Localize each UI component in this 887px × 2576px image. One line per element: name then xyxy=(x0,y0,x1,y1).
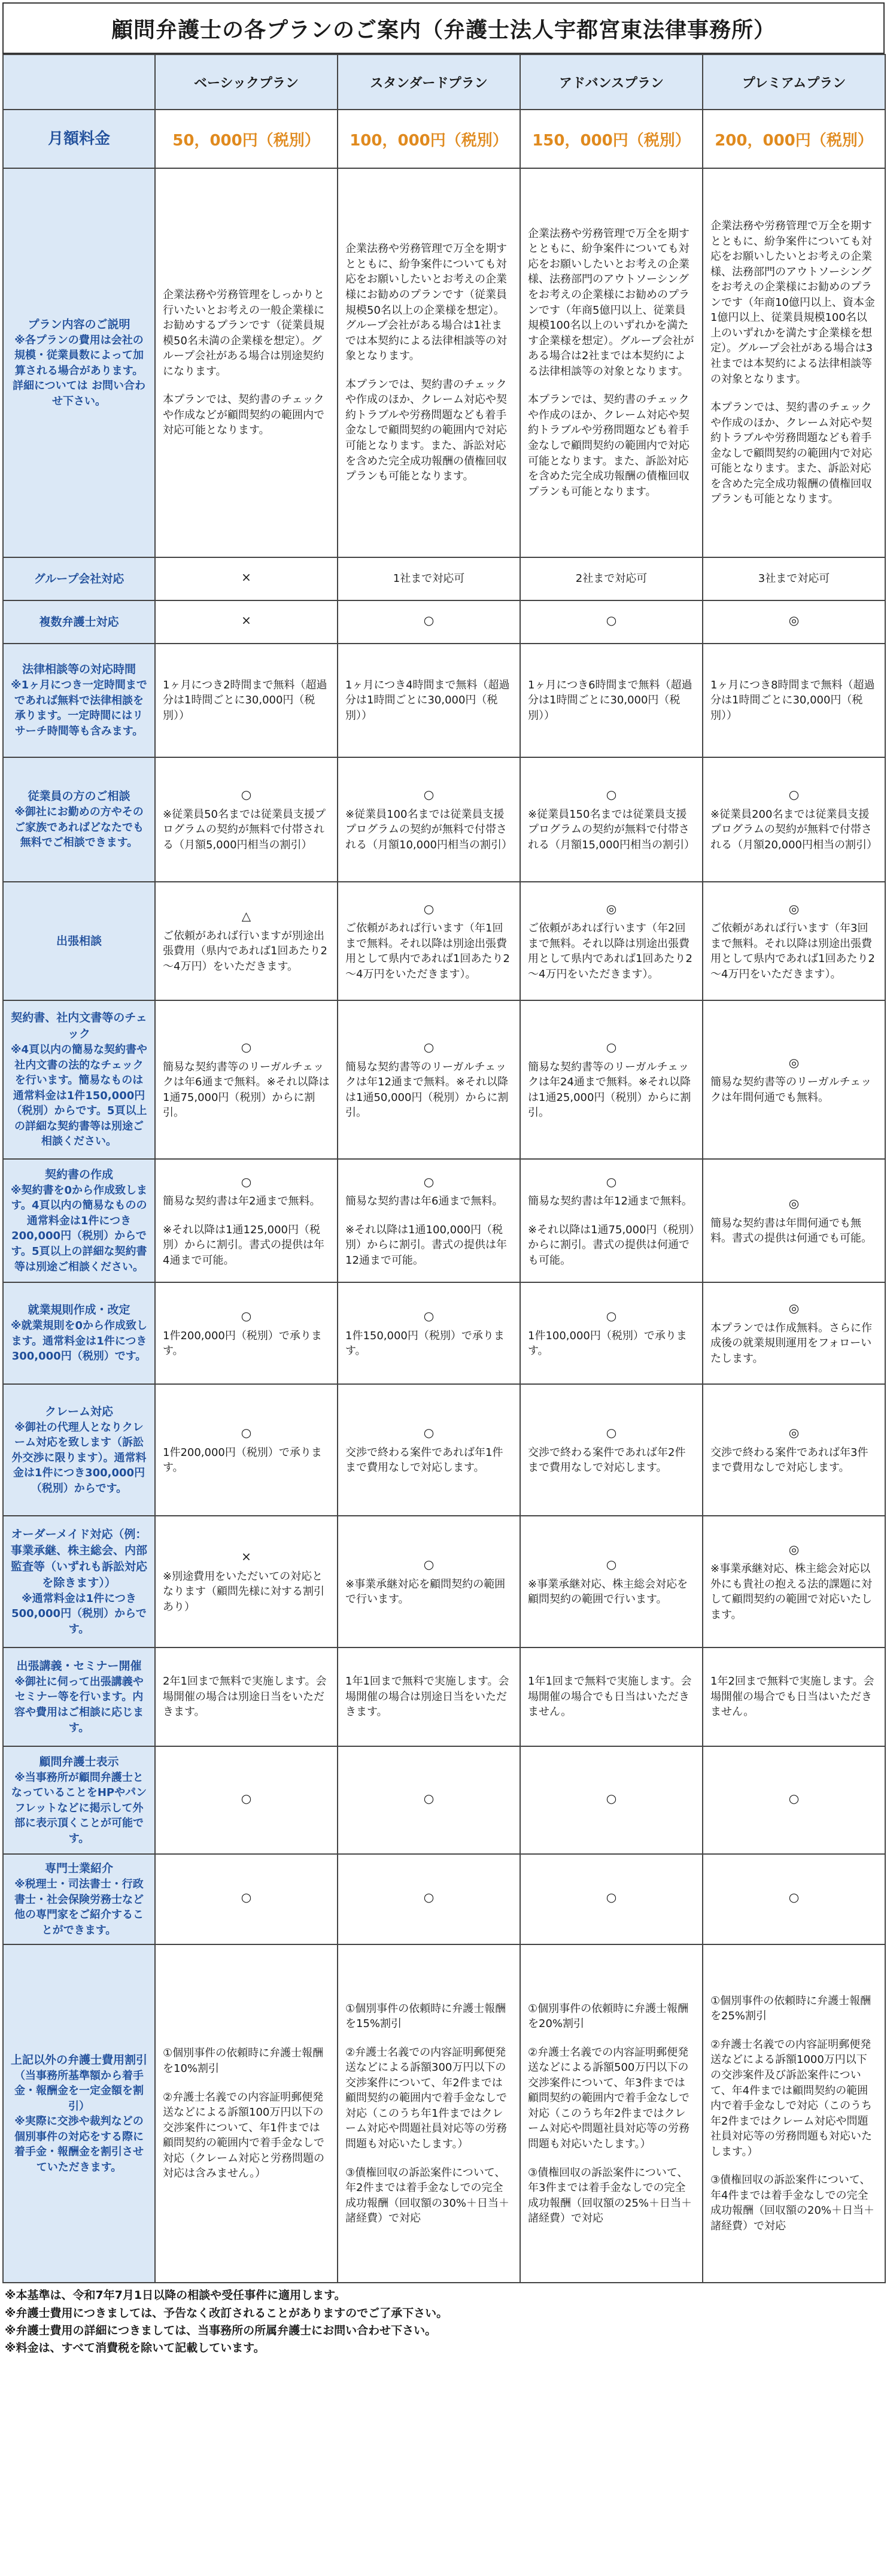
cell-premium xyxy=(703,600,885,644)
availability-mark: ○ xyxy=(423,612,435,627)
row-label xyxy=(3,557,155,600)
monthly-fee-standard: 100，000円（税別） xyxy=(338,110,520,168)
availability-mark: ○ xyxy=(241,787,252,802)
cell-premium xyxy=(703,1384,885,1516)
contract-drafting-row xyxy=(3,1159,885,1282)
cell-text: ①個別事件の依頼時に弁護士報酬を10%割引 xyxy=(163,2047,324,2076)
cell-premium xyxy=(703,1282,885,1384)
row-label-title: 複数弁護士対応 xyxy=(39,615,119,629)
footnotes xyxy=(2,2287,885,2357)
cell-premium xyxy=(703,757,885,882)
availability-mark: ○ xyxy=(423,787,435,802)
cell-text: ①個別事件の依頼時に弁護士報酬を25%割引 xyxy=(710,1994,871,2023)
cell-text: ※従業員50名までは従業員支援プログラムの契約が無料で付帯される（月額5,000円相当の割引） xyxy=(163,808,326,851)
cell-advance xyxy=(520,1746,703,1854)
cell-text: 企業法務や労務管理で万全を期すとともに、紛争案件についても対応をお願いしたいとお考えの企業様にお勧めのプランです（従業員規模50名以上の企業様を想定）。グループ会社がある場合は1社までは本契約による法律相談等の対象となります。 xyxy=(345,242,507,363)
availability-mark: ○ xyxy=(423,1309,435,1324)
cell-text: 1件150,000円（税別）で承ります。 xyxy=(345,1329,505,1358)
availability-mark: ○ xyxy=(423,1791,435,1806)
row-label xyxy=(3,1282,155,1384)
row-label-title: オーダーメイド対応（例：事業承継、株主総会、内部監査等（いずれも訴訟対応を除きます）） xyxy=(10,1527,147,1589)
cell-text: ②弁護士名義での内容証明郵便発送などによる訴額300万円以下の交渉案件について、年2件までは顧問契約の範囲内で着手金なしで対応（このうち年1件まではクレーム対応や問題社員対応等の労務問題も対応いたします。） xyxy=(345,2046,507,2150)
fee-discount-row xyxy=(3,1944,885,2283)
row-label-note: ※御社の代理人となりクレーム対応を致します（訴訟外交渉に限ります）。通常料金は1件につき300,000円（税別）からです。 xyxy=(11,1421,147,1495)
availability-mark: ○ xyxy=(241,1174,252,1189)
cell-text: 本プランでは作成無料。さらに作成後の就業規則運用をフォローいたします。 xyxy=(710,1321,872,1365)
cell-text: 1年1回まで無料で実施します。会場開催の場合でも日当はいただきません。 xyxy=(528,1675,692,1719)
row-label xyxy=(3,882,155,1000)
row-label-title: 従業員の方のご相談 xyxy=(28,790,130,803)
cell-premium xyxy=(703,644,885,757)
cell-standard xyxy=(338,1944,520,2283)
cell-advance xyxy=(520,882,703,1000)
monthly-fee-advance: 150，000円（税別） xyxy=(520,110,703,168)
cell-text: 簡易な契約書等のリーガルチェックは年12通まで無料。※それ以降は1通50,000円（税別）からに割引。 xyxy=(345,1060,509,1119)
cell-standard xyxy=(338,1647,520,1746)
availability-mark: ○ xyxy=(423,1425,435,1440)
cell-text: ※それ以降は1通100,000円（税別）からに割引。書式の提供は年12通まで可能。 xyxy=(345,1223,507,1267)
cell-advance xyxy=(520,1159,703,1282)
cell-basic xyxy=(155,168,338,557)
availability-mark: ◎ xyxy=(788,901,800,916)
work-rules-row xyxy=(3,1282,885,1384)
availability-mark: ◎ xyxy=(788,612,800,627)
plan-header-basic: ベーシックプラン xyxy=(155,54,338,110)
cell-standard xyxy=(338,882,520,1000)
cell-text: ※別途費用をいただいての対応となります（顧問先様に対する割引あり） xyxy=(163,1570,324,1613)
cell-basic xyxy=(155,1000,338,1159)
cell-premium xyxy=(703,1944,885,2283)
availability-mark: ◎ xyxy=(788,1425,800,1440)
specialist-referral-row xyxy=(3,1854,885,1944)
cell-standard xyxy=(338,1516,520,1647)
cell-text: 1件200,000円（税別）で承ります。 xyxy=(163,1446,322,1474)
cell-basic xyxy=(155,757,338,882)
row-label xyxy=(3,1384,155,1516)
availability-mark: ○ xyxy=(606,1174,617,1189)
business-trip-row xyxy=(3,882,885,1000)
page-title: 顧問弁護士の各プランのご案内（弁護士法人宇都宮東法律事務所） xyxy=(2,2,885,54)
availability-mark: ○ xyxy=(788,787,800,802)
cell-text: ②弁護士名義での内容証明郵便発送などによる訴額500万円以下の交渉案件について、年3件までは顧問契約の範囲内で着手金なしで対応（このうち年2件まではクレーム対応や問題社員対応等の労務問題も対応いたします。） xyxy=(528,2046,689,2150)
row-label-note: （当事務所基準額から着手金・報酬金を一定金額を割引） xyxy=(14,2069,144,2113)
footnote: ※弁護士費用の詳細につきましては、当事務所の所属弁護士にお問い合わせ下さい。 xyxy=(5,2324,437,2338)
cell-text: 簡易な契約書等のリーガルチェックは年6通まで無料。※それ以降は1通75,000円（税別）からに割引。 xyxy=(163,1060,330,1119)
cell-advance xyxy=(520,1647,703,1746)
availability-mark: ◎ xyxy=(788,1542,800,1556)
row-label-note: ※4頁以内の簡易な契約書や社内文書の法的なチェックを行います。簡易なものは通常料金は1件150,000円（税別）からです。5頁以上の詳細な契約書等は別途ご相談ください。 xyxy=(10,1043,148,1148)
row-label-title: クレーム対応 xyxy=(44,1404,113,1418)
monthly-fee-row xyxy=(3,110,885,168)
availability-mark: △ xyxy=(241,909,251,924)
monthly-fee-label: 月額料金 xyxy=(3,110,155,168)
cell-basic xyxy=(155,557,338,600)
page-frame xyxy=(2,2,885,2357)
availability-mark: ○ xyxy=(423,1174,435,1189)
cell-basic xyxy=(155,1854,338,1944)
row-label-note: ※当事務所が顧問弁護士となっていることをHPやパンフレットなどに掲示して外部に表示頂くことが可能です。 xyxy=(11,1771,147,1845)
availability-mark: ○ xyxy=(606,1309,617,1324)
row-label xyxy=(3,1000,155,1159)
cell-text: 2年1回まで無料で実施します。会場開催の場合は別途日当をいただきます。 xyxy=(163,1675,327,1719)
monthly-fee-basic: 50，000円（税別） xyxy=(155,110,338,168)
row-label-note: ※各プランの費用は会社の規模・従業員数によって加算される場合があります。詳細については お問い合わせ下さい。 xyxy=(13,333,145,408)
cell-text: 簡易な契約書等のリーガルチェックは年間何通でも無料。 xyxy=(710,1076,872,1104)
row-label-title: 契約書の作成 xyxy=(44,1167,113,1181)
cell-premium xyxy=(703,1516,885,1647)
cell-text: ご依頼があれば行います（年2回まで無料。それ以降は別途出張費用として県内であれば1回あたり2～4万円をいただきます）。 xyxy=(528,922,692,981)
row-label xyxy=(3,1944,155,2283)
availability-mark: ◎ xyxy=(788,1301,800,1316)
row-label-note: ※税理士・司法書士・行政書士・社会保険労務士など他の専門家をご紹介することができます。 xyxy=(14,1877,144,1937)
cell-standard xyxy=(338,1159,520,1282)
availability-mark: ○ xyxy=(788,1890,800,1905)
cell-basic xyxy=(155,1282,338,1384)
cell-text: ※事業承継対応、株主総会対応以外にも貴社の抱える法的課題に対して顧問契約の範囲で対応いたします。 xyxy=(710,1562,872,1621)
row-label xyxy=(3,757,155,882)
cell-standard xyxy=(338,1746,520,1854)
advisor-display-row xyxy=(3,1746,885,1854)
cell-advance xyxy=(520,557,703,600)
cell-premium xyxy=(703,1854,885,1944)
cell-basic xyxy=(155,600,338,644)
cell-basic xyxy=(155,1159,338,1282)
row-label-note: ※通常料金は1件につき500,000円（税別）からです。 xyxy=(11,1592,147,1636)
cell-text: 交渉で終わる案件であれば年2件まで費用なしで対応します。 xyxy=(528,1446,686,1474)
availability-mark: ○ xyxy=(606,1791,617,1806)
contract-check-row xyxy=(3,1000,885,1159)
cell-basic xyxy=(155,1647,338,1746)
multiple-lawyers-row xyxy=(3,600,885,644)
cell-text: ③債権回収の訴訟案件について、年4件までは着手金なしでの完全成功報酬（回収額の20%＋日当＋諸経費）で対応 xyxy=(710,2174,875,2232)
row-label-note: ※1ヶ月につき一定時間までであれば無料で法律相談を承ります。一定時間にはリサーチ時間等も含みます。 xyxy=(11,679,147,738)
employee-consultation-row xyxy=(3,757,885,882)
cell-basic xyxy=(155,1944,338,2283)
row-label-title: 出張相談 xyxy=(56,934,102,948)
row-label-note: ※契約書を0から作成致します。4頁以内の簡易なものの通常料金は1件につき200,000円（税別）からです。5頁以上の詳細な契約書等は別途ご相談ください。 xyxy=(10,1184,148,1273)
cell-standard xyxy=(338,600,520,644)
cell-text: ①個別事件の依頼時に弁護士報酬を20%割引 xyxy=(528,2002,689,2031)
cell-text: ※事業承継対応を顧問契約の範囲で行います。 xyxy=(345,1577,506,1606)
monthly-fee-premium: 200，000円（税別） xyxy=(703,110,885,168)
cell-standard xyxy=(338,168,520,557)
cell-premium xyxy=(703,882,885,1000)
cell-advance xyxy=(520,1282,703,1384)
group-company-row xyxy=(3,557,885,600)
cell-text: ③債権回収の訴訟案件について、年3件までは着手金なしでの完全成功報酬（回収額の25%＋日当＋諸経費）で対応 xyxy=(528,2166,692,2225)
cell-text: 1件200,000円（税別）で承ります。 xyxy=(163,1329,322,1358)
cell-text: ※従業員100名までは従業員支援プログラムの契約が無料で付帯される（月額10,000円相当の割引） xyxy=(345,808,512,851)
cell-advance xyxy=(520,1516,703,1647)
cell-text: 1社まで対応可 xyxy=(393,572,465,585)
row-label-title: 上記以外の弁護士費用割引 xyxy=(10,2053,147,2067)
cell-advance xyxy=(520,1384,703,1516)
cell-text: 交渉で終わる案件であれば年3件まで費用なしで対応します。 xyxy=(710,1446,868,1474)
table-body xyxy=(3,110,885,2283)
cell-premium xyxy=(703,168,885,557)
footnote: ※料金は、すべて消費税を除いて記載しています。 xyxy=(5,2341,265,2355)
cell-premium xyxy=(703,1746,885,1854)
availability-mark: ○ xyxy=(241,1890,252,1905)
cell-text: ご依頼があれば行いますが別途出張費用（県内であれば1回あたり2～4万円）をいただきます。 xyxy=(163,929,327,973)
availability-mark: ○ xyxy=(241,1040,252,1055)
cell-text: 本プランでは、契約書のチェックや作成のほか、クレーム対応や契約トラブルや労務問題なども着手金なしで顧問契約の範囲内で対応可能となります。また、訴訟対応を含めた完全成功報酬の債権回収プランも可能となります。 xyxy=(345,378,507,483)
availability-mark: ○ xyxy=(606,1040,617,1055)
cell-text: ①個別事件の依頼時に弁護士報酬を15%割引 xyxy=(345,2002,506,2031)
cell-advance xyxy=(520,644,703,757)
availability-mark: ○ xyxy=(241,1791,252,1806)
availability-mark: ○ xyxy=(606,787,617,802)
footnote: ※本基準は、令和7年7月1日以降の相談や受任事件に適用します。 xyxy=(5,2289,346,2302)
row-label-title: 出張講義・セミナー開催 xyxy=(16,1659,142,1673)
cell-basic xyxy=(155,882,338,1000)
cell-text: 2社まで対応可 xyxy=(575,572,648,585)
availability-mark: ○ xyxy=(423,1040,435,1055)
row-label xyxy=(3,1746,155,1854)
row-label xyxy=(3,1647,155,1746)
row-label-title: 法律相談等の対応時間 xyxy=(22,663,136,676)
row-label-title: 専門士業紹介 xyxy=(44,1862,113,1875)
availability-mark: ○ xyxy=(606,1557,617,1572)
availability-mark: ○ xyxy=(606,612,617,627)
row-label-title: 契約書、社内文書等のチェック xyxy=(11,1011,147,1041)
cell-text: ②弁護士名義での内容証明郵便発送などによる訴額1000万円以下の交渉案件及び訴訟案件について、年4件までは顧問契約の範囲内で着手金なしで対応（このうち年2件まではクレーム対応や問題社員対応等の労務問題も対応いたします。） xyxy=(710,2038,872,2158)
row-label xyxy=(3,644,155,757)
cell-advance xyxy=(520,600,703,644)
cell-standard xyxy=(338,1282,520,1384)
plan-header-advance: アドバンスプラン xyxy=(520,54,703,110)
cell-basic xyxy=(155,1746,338,1854)
cell-text: ご依頼があれば行います（年3回まで無料。それ以降は別途出張費用として県内であれば1回あたり2～4万円をいただきます）。 xyxy=(710,922,875,981)
availability-mark: ○ xyxy=(606,1425,617,1440)
availability-mark: ○ xyxy=(241,1425,252,1440)
cell-standard xyxy=(338,644,520,757)
cell-text: 1年2回まで無料で実施します。会場開催の場合でも日当はいただきません。 xyxy=(710,1675,874,1719)
cell-text: 3社まで対応可 xyxy=(758,572,830,585)
plan-header-premium: プレミアムプラン xyxy=(703,54,885,110)
cell-advance xyxy=(520,1000,703,1159)
availability-mark: ○ xyxy=(788,1791,800,1806)
cell-standard xyxy=(338,1854,520,1944)
plan-header-row xyxy=(3,54,885,110)
cell-text: 1件100,000円（税別）で承ります。 xyxy=(528,1329,687,1358)
cell-standard xyxy=(338,757,520,882)
row-label xyxy=(3,1854,155,1944)
row-label-title: 就業規則作成・改定 xyxy=(28,1303,130,1317)
cell-text: 1年1回まで無料で実施します。会場開催の場合は別途日当をいただきます。 xyxy=(345,1675,509,1719)
cell-premium xyxy=(703,1647,885,1746)
plan-description-row xyxy=(3,168,885,557)
complaint-handling-row xyxy=(3,1384,885,1516)
custom-support-row xyxy=(3,1516,885,1647)
cell-advance xyxy=(520,1944,703,2283)
cell-advance xyxy=(520,1854,703,1944)
row-label-title: 顧問弁護士表示 xyxy=(39,1755,119,1768)
consultation-hours-row xyxy=(3,644,885,757)
cell-text: 企業法務や労務管理で万全を期すとともに、紛争案件についても対応をお願いしたいとお考えの企業様、法務部門のアウトソーシングをお考えの企業様にお勧めのプランです（年商10億円以上、資本金1億円以上、従業員規模100名以上のいずれかを満たす企業様を想定）。グループ会社がある場合は3社までは本契約による法律相談等の対象となります。 xyxy=(710,220,875,386)
cell-text: 企業法務や労務管理で万全を期すとともに、紛争案件についても対応をお願いしたいとお考えの企業様、法務部門のアウトソーシングをお考えの企業様にお勧めのプランです（年商5億円以上、従業員規模100名以上のいずれかを満たす企業様を想定）。グループ会社がある場合は2社までは本契約による法律相談等の対象となります。 xyxy=(528,227,694,378)
cell-text: ※従業員200名までは従業員支援プログラムの契約が無料で付帯される（月額20,000円相当の割引） xyxy=(710,808,877,851)
cell-text: 簡易な契約書は年6通まで無料。 xyxy=(345,1195,503,1208)
footnote: ※弁護士費用につきましては、予告なく改訂されることがありますのでご了承下さい。 xyxy=(5,2306,448,2320)
cell-premium xyxy=(703,1159,885,1282)
row-label-note: ※御社に伺って出張講義やセミナー等を行います。内容や費用はご相談に応じます。 xyxy=(14,1675,144,1734)
cell-basic xyxy=(155,1516,338,1647)
availability-mark: ○ xyxy=(241,1309,252,1324)
cell-premium xyxy=(703,1000,885,1159)
cell-text: 簡易な契約書は年間何通でも無料。書式の提供は何通でも可能。 xyxy=(710,1216,872,1245)
cell-text: 簡易な契約書は年12通まで無料。 xyxy=(528,1195,692,1208)
availability-mark: ○ xyxy=(606,1890,617,1905)
cell-text: ※事業承継対応、株主総会対応を顧問契約の範囲で行います。 xyxy=(528,1577,688,1606)
cell-advance xyxy=(520,168,703,557)
cell-premium xyxy=(703,557,885,600)
cell-basic xyxy=(155,644,338,757)
cell-text: 本プランでは、契約書のチェックや作成のほか、クレーム対応や契約トラブルや労務問題なども着手金なしで顧問契約の範囲内で対応可能となります。また、訴訟対応を含めた完全成功報酬の債権回収プランも可能となります。 xyxy=(710,401,872,506)
cell-standard xyxy=(338,1000,520,1159)
row-label xyxy=(3,600,155,644)
availability-mark: ◎ xyxy=(606,901,617,916)
availability-mark: ◎ xyxy=(788,1196,800,1211)
cell-text: 交渉で終わる案件であれば年1件まで費用なしで対応します。 xyxy=(345,1446,503,1474)
seminar-row xyxy=(3,1647,885,1746)
cell-text: 1ヶ月につき6時間まで無料（超過分は1時間ごとに30,000円（税別）） xyxy=(528,678,692,722)
cell-standard xyxy=(338,1384,520,1516)
plan-header-standard: スタンダードプラン xyxy=(338,54,520,110)
cell-text: ※それ以降は1通75,000円（税別）からに割引。書式の提供は何通でも可能。 xyxy=(528,1223,695,1267)
cell-text: 1ヶ月につき4時間まで無料（超過分は1時間ごとに30,000円（税別）） xyxy=(345,678,510,722)
cell-text: 1ヶ月につき2時間まで無料（超過分は1時間ごとに30,000円（税別）） xyxy=(163,678,327,722)
cell-text: ご依頼があれば行います（年1回まで無料。それ以降は別途出張費用として県内であれば1回あたり2～4万円をいただきます）。 xyxy=(345,922,510,981)
cell-text: 簡易な契約書等のリーガルチェックは年24通まで無料。※それ以降は1通25,000円（税別）からに割引。 xyxy=(528,1060,691,1119)
availability-mark: × xyxy=(241,569,251,584)
availability-mark: × xyxy=(241,1549,251,1564)
availability-mark: ○ xyxy=(423,1557,435,1572)
cell-text: 簡易な契約書は年2通まで無料。 xyxy=(163,1195,321,1208)
availability-mark: ○ xyxy=(423,1890,435,1905)
availability-mark: ○ xyxy=(423,901,435,916)
cell-text: ※それ以降は1通125,000円（税別）からに割引。書式の提供は年4通まで可能。 xyxy=(163,1223,324,1267)
cell-text: ③債権回収の訴訟案件について、年2件までは着手金なしでの完全成功報酬（回収額の30%＋日当＋諸経費）で対応 xyxy=(345,2166,510,2225)
cell-advance xyxy=(520,757,703,882)
row-label-note: ※御社にお勤めの方やそのご家族であればどなたでも無料でご相談できます。 xyxy=(14,806,144,849)
row-label-note: ※就業規則を0から作成致します。通常料金は1件につき300,000円（税別）です。 xyxy=(10,1319,148,1363)
cell-text: ※従業員150名までは従業員支援プログラムの契約が無料で付帯される（月額15,000円相当の割引） xyxy=(528,808,695,851)
cell-text: ②弁護士名義での内容証明郵便発送などによる訴額100万円以下の交渉案件について、年1件までは顧問契約の範囲内で着手金なしで対応（クレーム対応と労務問題の対応は含みません。） xyxy=(163,2090,324,2180)
row-label xyxy=(3,168,155,557)
row-label-title: グループ会社対応 xyxy=(34,572,124,585)
cell-basic xyxy=(155,1384,338,1516)
plan-comparison-table xyxy=(2,54,886,2283)
cell-text: 本プランでは、契約書のチェックや作成のほか、クレーム対応や契約トラブルや労務問題なども着手金なしで顧問契約の範囲内で対応可能となります。また、訴訟対応を含めた完全成功報酬の債権回収プランも可能となります。 xyxy=(528,393,689,498)
row-label xyxy=(3,1159,155,1282)
cell-standard xyxy=(338,557,520,600)
availability-mark: × xyxy=(241,612,251,627)
cell-text: 1ヶ月につき8時間まで無料（超過分は1時間ごとに30,000円（税別）） xyxy=(710,678,875,722)
cell-text: 企業法務や労務管理をしっかりと行いたいとお考えの一般企業様にお勧めするプランです（従業員規模50名未満の企業様を想定）。グループ会社がある場合は別途契約になります。 xyxy=(163,289,324,378)
row-label-note: ※実際に交渉や裁判などの個別事件の対応をする際に着手金・報酬金を割引させていただきます。 xyxy=(14,2115,144,2174)
header-corner xyxy=(3,54,155,110)
row-label xyxy=(3,1516,155,1647)
row-label-title: プラン内容のご説明 xyxy=(28,317,130,331)
availability-mark: ◎ xyxy=(788,1055,800,1070)
cell-text: 本プランでは、契約書のチェックや作成などが顧問契約の範囲内で対応可能となります。 xyxy=(163,393,324,437)
